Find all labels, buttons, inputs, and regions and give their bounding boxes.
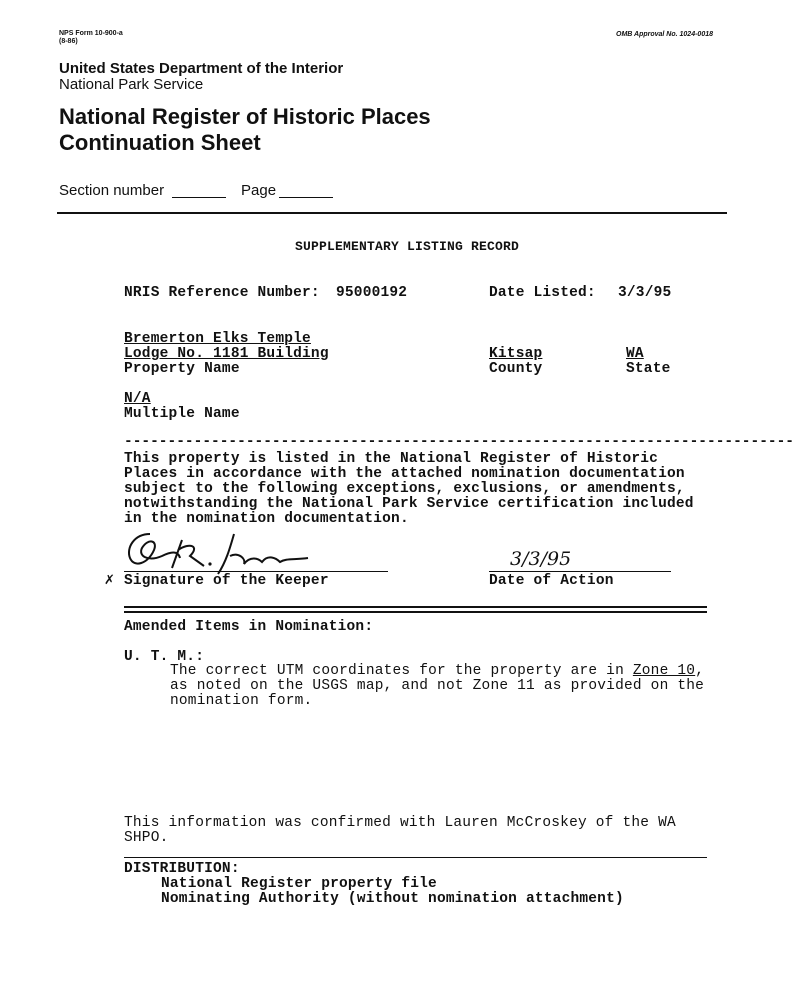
property-name-label: Property Name — [124, 361, 240, 377]
utm-text-line2: as noted on the USGS map, and not Zone 11 as provided on the — [170, 678, 705, 694]
date-listed-value: 3/3/95 — [618, 285, 672, 301]
service-name: National Park Service — [59, 76, 204, 93]
section-number-label: Section number — [59, 182, 165, 199]
distribution-heading: DISTRIBUTION: — [124, 861, 240, 877]
multiple-name-value: N/A — [124, 391, 151, 407]
confirmation-line1: This information was confirmed with Lauren McCroskey of the WA — [124, 815, 676, 831]
date-of-action-value: 3/3/95 — [510, 548, 572, 570]
county-label: County — [489, 361, 543, 377]
page-blank — [279, 197, 333, 198]
statement-line-5: in the nomination documentation. — [124, 511, 409, 527]
dashed-separator: ----------------------------------------------------------------------------- — [124, 434, 794, 450]
signature-line — [124, 571, 388, 572]
double-separator-top — [124, 606, 707, 608]
signature-label: Signature of the Keeper — [124, 573, 329, 589]
date-listed-label: Date Listed: — [489, 285, 596, 301]
multiple-name-label: Multiple Name — [124, 406, 240, 422]
signature-mark-icon: ✗ — [104, 573, 115, 588]
page-title-line1: National Register of Historic Places — [59, 104, 431, 129]
property-name-line1: Bremerton Elks Temple — [124, 331, 311, 347]
confirmation-line2: SHPO. — [124, 830, 169, 846]
page-label: Page — [241, 182, 277, 199]
date-line — [489, 571, 671, 572]
statement-line-2: Places in accordance with the attached nomination documentation — [124, 466, 685, 482]
utm-text-line1 — [170, 663, 704, 679]
distribution-divider — [124, 857, 707, 858]
statement-line-1: This property is listed in the National Register of Historic — [124, 451, 659, 467]
omb-approval: OMB Approval No. 1024-0018 — [616, 31, 713, 38]
statement-line-4: notwithstanding the National Park Service certification included — [124, 496, 694, 512]
header-divider — [57, 212, 727, 214]
distribution-item-1: National Register property file — [161, 876, 437, 892]
utm-text-line1-pre: The correct UTM coordinates for the property are in — [170, 663, 633, 679]
distribution-item-2: Nominating Authority (without nomination attachment) — [161, 891, 624, 907]
form-date: (8-86) — [59, 38, 78, 45]
amended-heading: Amended Items in Nomination: — [124, 619, 374, 635]
utm-text-line1-post: , — [695, 663, 705, 679]
record-heading: SUPPLEMENTARY LISTING RECORD — [295, 239, 520, 254]
utm-text-line3: nomination form. — [170, 693, 313, 709]
double-separator-bottom — [124, 611, 707, 613]
page-title-line2: Continuation Sheet — [59, 130, 261, 155]
nris-label: NRIS Reference Number: — [124, 285, 320, 301]
state-label: State — [626, 361, 671, 377]
utm-label: U. T. M.: — [124, 649, 205, 665]
state-value: WA — [626, 346, 644, 362]
nris-value: 95000192 — [336, 285, 408, 301]
date-of-action-label: Date of Action — [489, 573, 614, 589]
statement-line-3: subject to the following exceptions, exclusions, or amendments, — [124, 481, 685, 497]
form-number: NPS Form 10-900-a — [59, 30, 123, 37]
county-value: Kitsap — [489, 346, 543, 362]
utm-zone-link: Zone 10 — [632, 663, 696, 679]
property-name-line2: Lodge No. 1181 Building — [124, 346, 329, 362]
department-name: United States Department of the Interior — [59, 60, 344, 77]
section-number-blank — [172, 197, 226, 198]
